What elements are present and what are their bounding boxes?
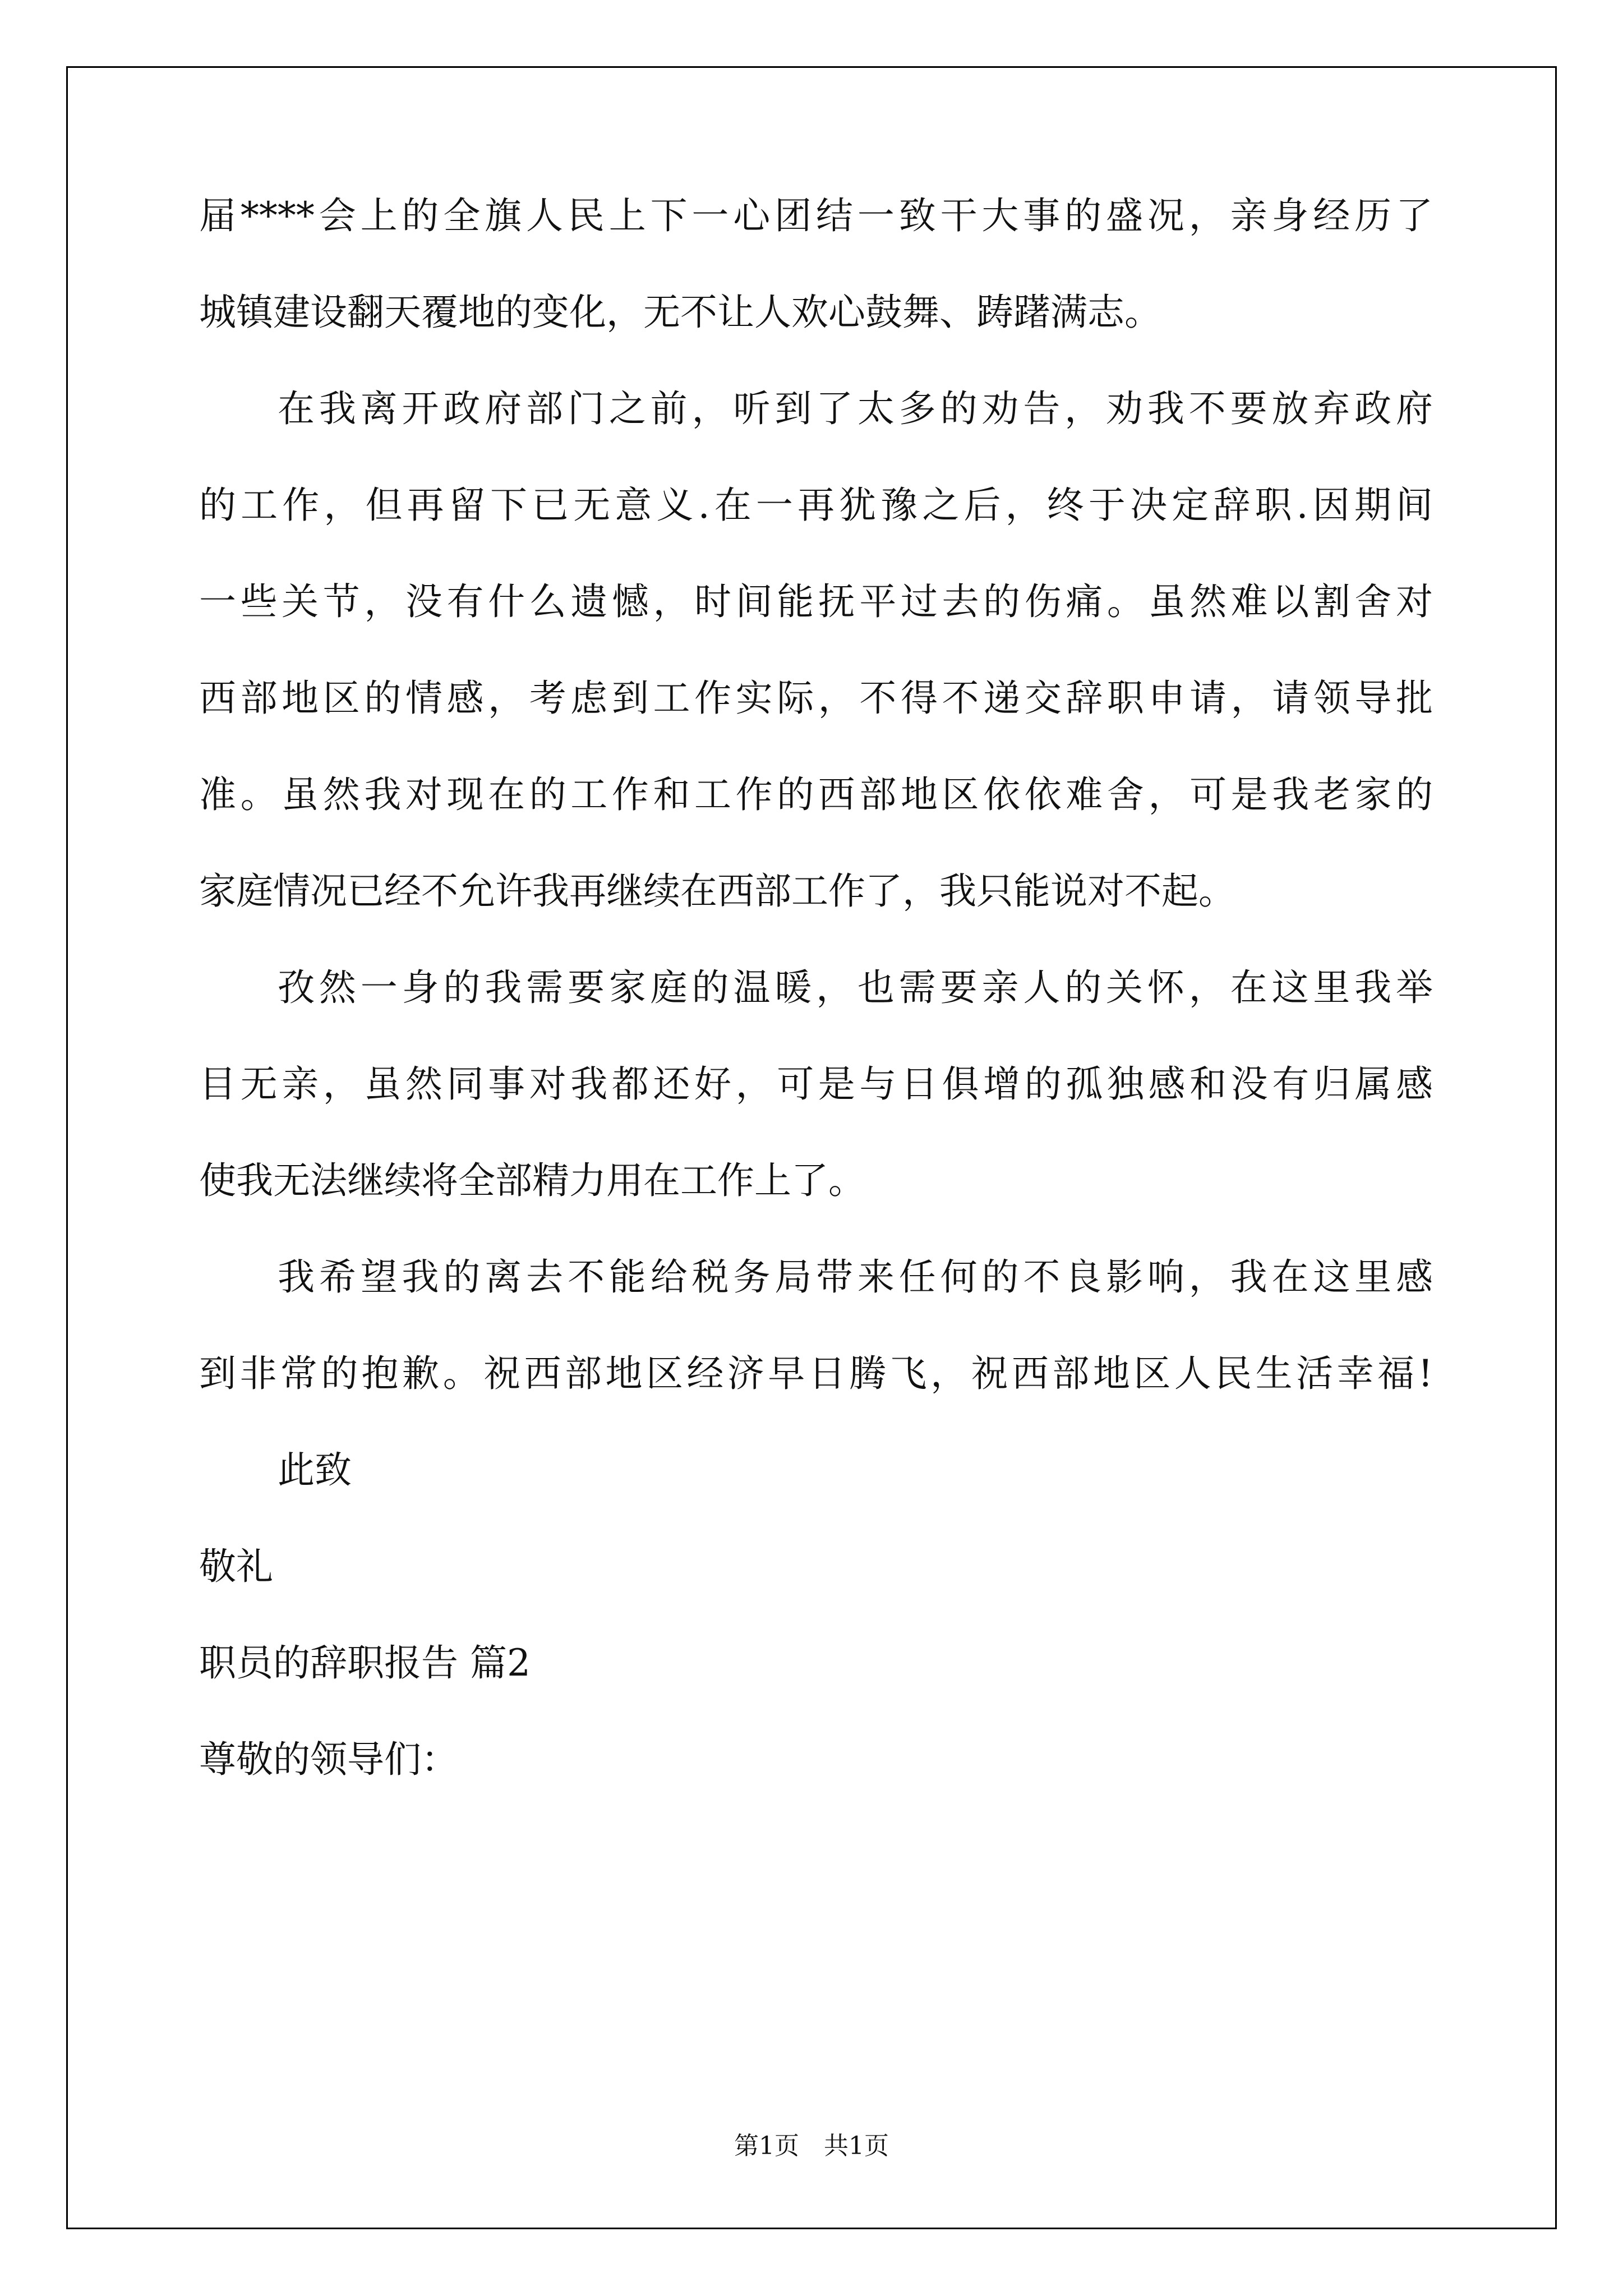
text-line: 西部地区的情感，考虑到工作实际，不得不递交辞职申请，请领导批	[199, 677, 1433, 720]
text-line: 准。虽然我对现在的工作和工作的西部地区依依难舍，可是我老家的	[199, 773, 1433, 816]
closing-regards: 敬礼	[199, 1545, 273, 1588]
text-line: 城镇建设翻天覆地的变化，无不让人欢心鼓舞、踌躇满志。	[199, 291, 1161, 334]
text-line: 使我无法继续将全部精力用在工作上了。	[199, 1159, 865, 1202]
closing-salutation: 此致	[278, 1448, 352, 1492]
text-line: 一些关节，没有什么遗憾，时间能抚平过去的伤痛。虽然难以割舍对	[199, 580, 1433, 623]
text-line: 目无亲，虽然同事对我都还好，可是与日俱增的孤独感和没有归属感	[199, 1062, 1433, 1106]
paragraph-start: 孜然一身的我需要家庭的温暖，也需要亲人的关怀，在这里我举	[278, 966, 1433, 1009]
section-heading: 职员的辞职报告 篇2	[199, 1641, 531, 1685]
text-line: 到非常的抱歉。祝西部地区经济早日腾飞，祝西部地区人民生活幸福!	[199, 1352, 1433, 1395]
page-footer: 第1页 共1页	[734, 2132, 889, 2160]
paragraph-start: 在我离开政府部门之前，听到了太多的劝告，劝我不要放弃政府	[278, 387, 1433, 430]
text-line: 的工作，但再留下已无意义.在一再犹豫之后，终于决定辞职.因期间	[199, 484, 1433, 527]
text-line: 家庭情况已经不允许我再继续在西部工作了，我只能说对不起。	[199, 869, 1235, 913]
greeting-line: 尊敬的领导们：	[199, 1738, 458, 1781]
paragraph-start: 我希望我的离去不能给税务局带来任何的不良影响，我在这里感	[278, 1255, 1433, 1299]
text-line: 届****会上的全旗人民上下一心团结一致干大事的盛况，亲身经历了	[199, 194, 1433, 237]
